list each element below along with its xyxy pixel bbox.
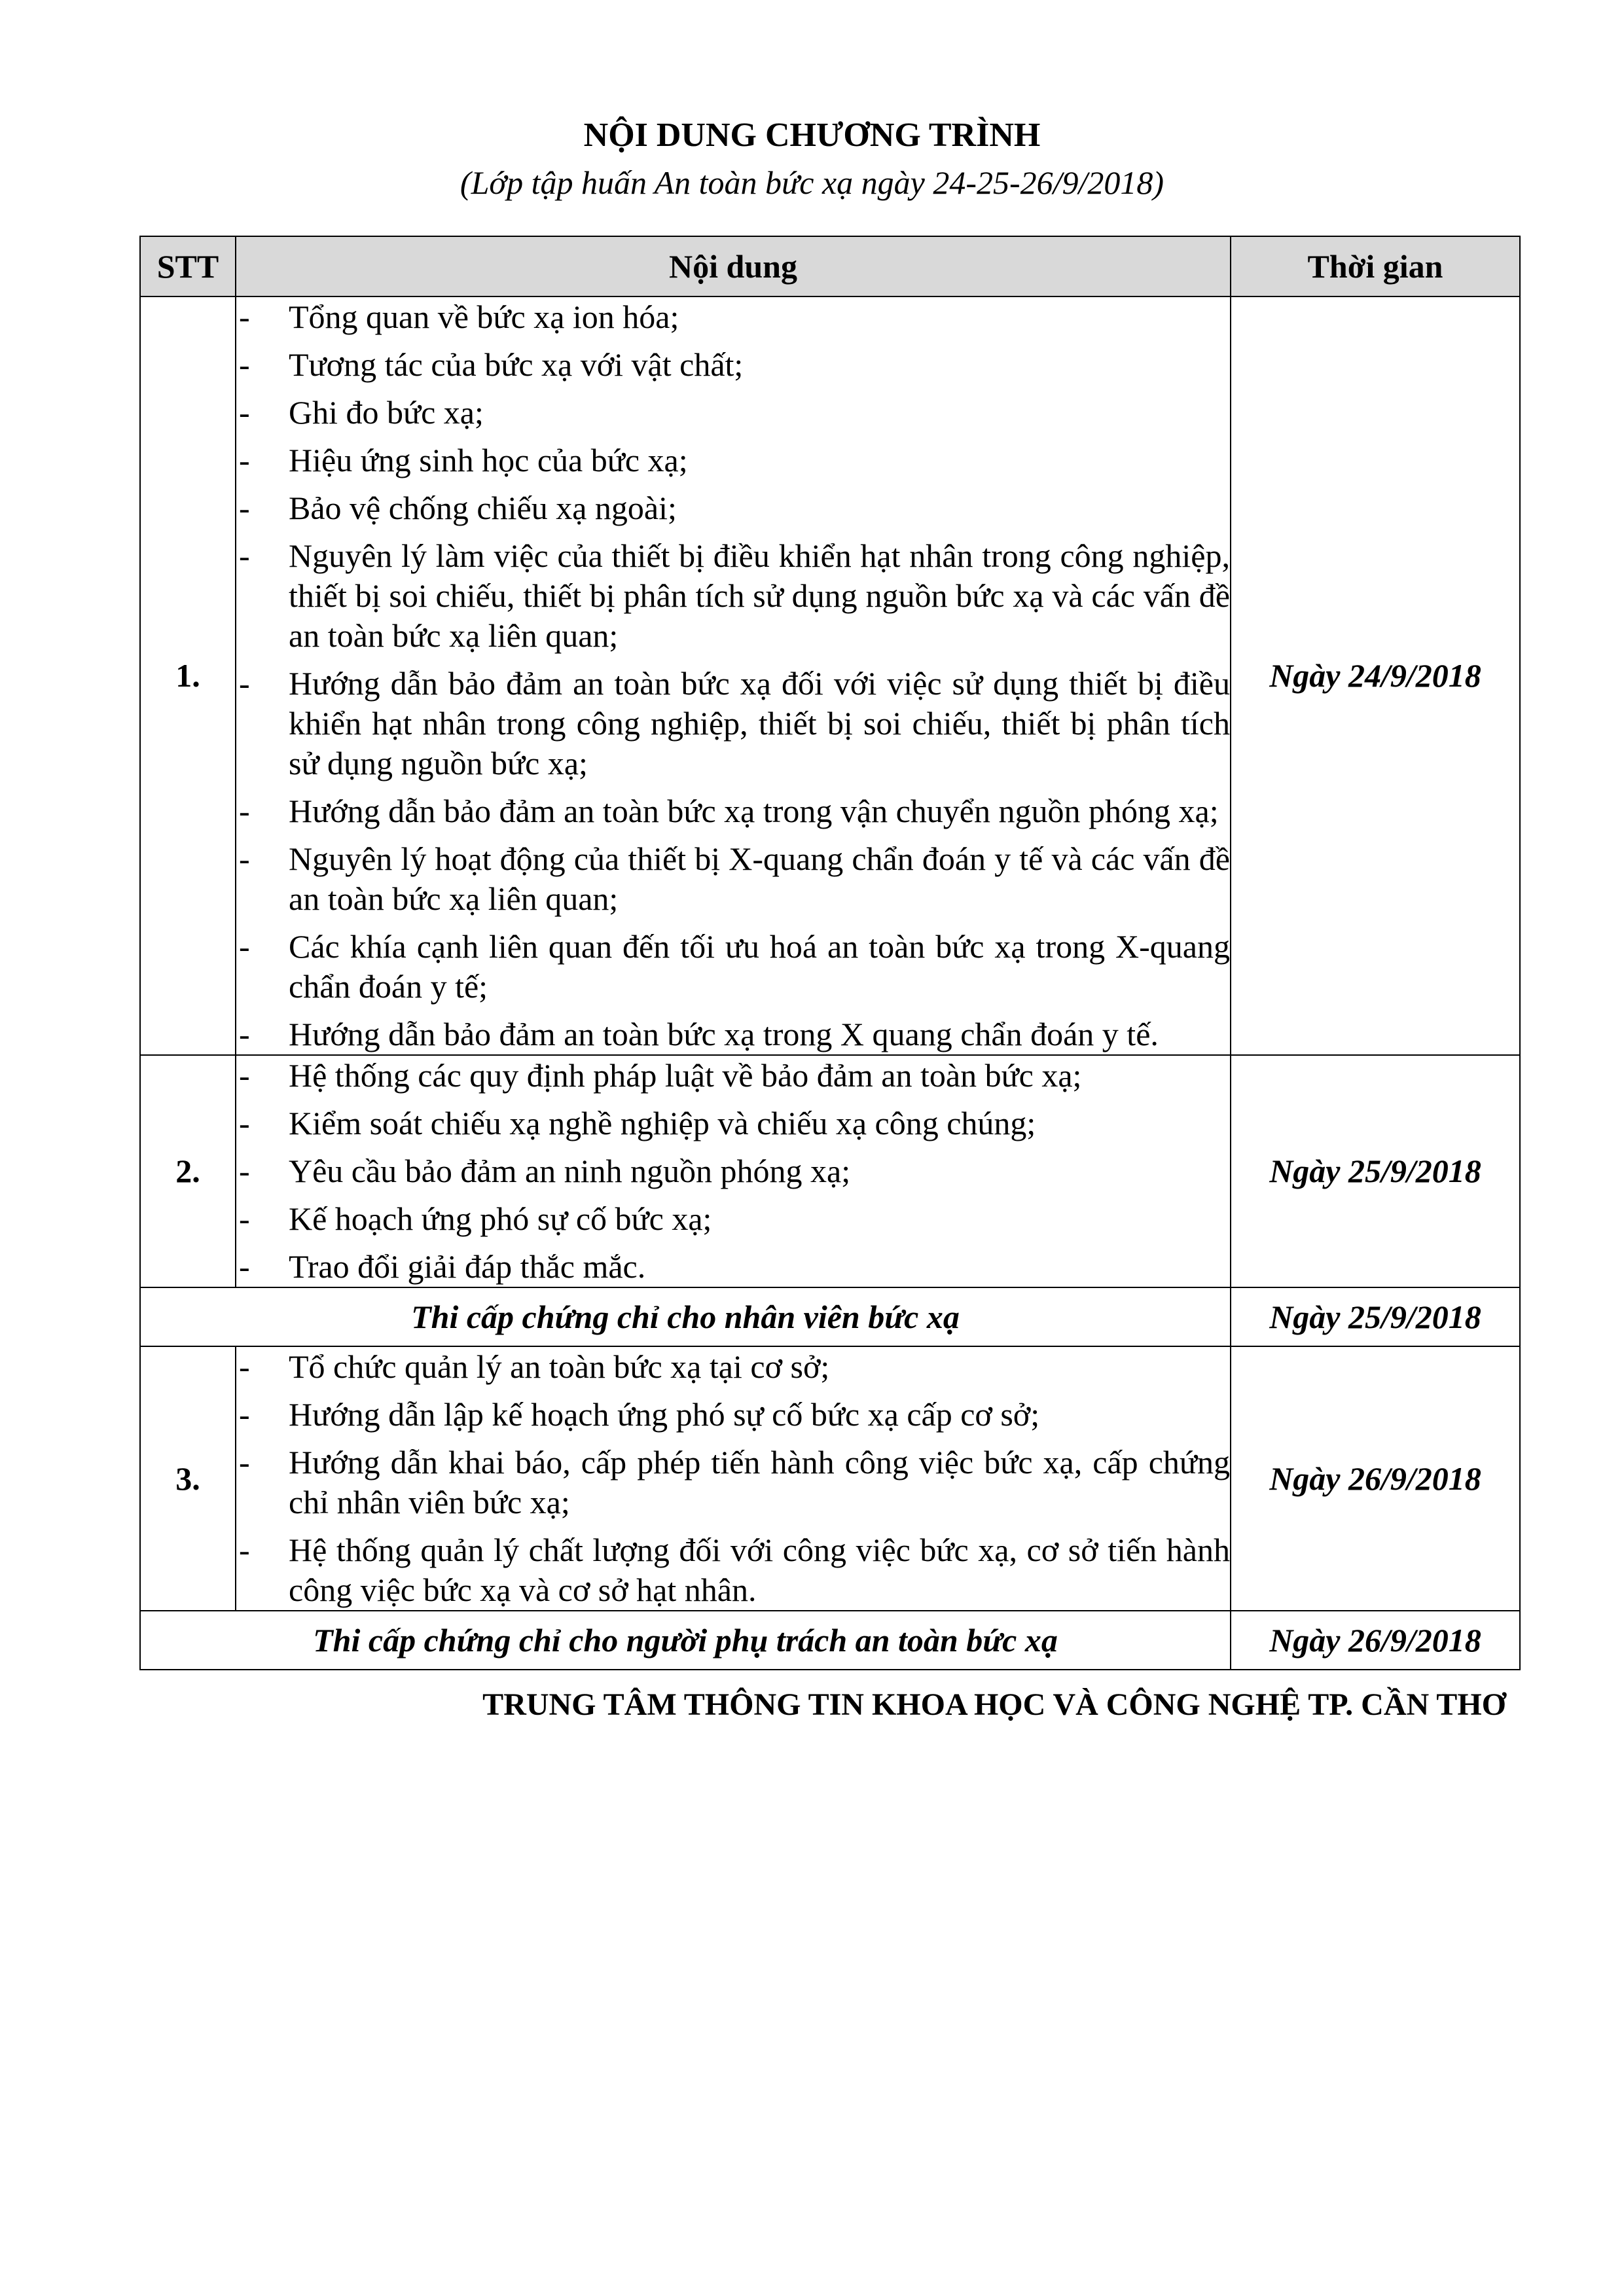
row-content bbox=[236, 1346, 1231, 1611]
exam-date: Ngày 25/9/2018 bbox=[1231, 1287, 1520, 1346]
schedule-table bbox=[139, 236, 1521, 1670]
content-item: - Tổng quan về bức xạ ion hóa; bbox=[236, 297, 1230, 337]
table-row-2 bbox=[140, 1055, 1520, 1287]
content-item: - Hiệu ứng sinh học của bức xạ; bbox=[236, 440, 1230, 480]
row-number: 1. bbox=[140, 296, 236, 1055]
content-item: - Nguyên lý hoạt động của thiết bị X-quang chẩn đoán y tế và các vấn đề an toàn bức xạ liên quan; bbox=[236, 839, 1230, 919]
content-item: - Hệ thống các quy định pháp luật về bảo đảm an toàn bức xạ; bbox=[236, 1056, 1230, 1096]
content-item: - Hệ thống quản lý chất lượng đối với công việc bức xạ, cơ sở tiến hành công việc bức xạ và cơ sở hạt nhân. bbox=[236, 1530, 1230, 1610]
content-item: - Kế hoạch ứng phó sự cố bức xạ; bbox=[236, 1199, 1230, 1239]
table-header-row bbox=[140, 236, 1520, 296]
exam-label: Thi cấp chứng chỉ cho người phụ trách an toàn bức xạ bbox=[140, 1611, 1231, 1670]
row-date: Ngày 26/9/2018 bbox=[1231, 1346, 1520, 1611]
table-row-1 bbox=[140, 296, 1520, 1055]
row-date: Ngày 24/9/2018 bbox=[1231, 296, 1520, 1055]
row-number: 3. bbox=[140, 1346, 236, 1611]
exam-row-1 bbox=[140, 1287, 1520, 1346]
page-title: NỘI DUNG CHƯƠNG TRÌNH bbox=[583, 117, 1041, 154]
content-item: - Hướng dẫn khai báo, cấp phép tiến hành công việc bức xạ, cấp chứng chỉ nhân viên bức xạ; bbox=[236, 1443, 1230, 1522]
page-subtitle: (Lớp tập huấn An toàn bức xạ ngày 24-25-26/9/2018) bbox=[460, 164, 1164, 201]
content-item: - Tương tác của bức xạ với vật chất; bbox=[236, 345, 1230, 385]
content-item: - Yêu cầu bảo đảm an ninh nguồn phóng xạ; bbox=[236, 1151, 1230, 1191]
exam-date: Ngày 26/9/2018 bbox=[1231, 1611, 1520, 1670]
exam-row-2 bbox=[140, 1611, 1520, 1670]
table-row-3 bbox=[140, 1346, 1520, 1611]
content-item: - Hướng dẫn bảo đảm an toàn bức xạ đối với việc sử dụng thiết bị điều khiển hạt nhân trong công nghiệp, thiết bị soi chiếu, thiết bị phân tích sử dụng nguồn bức xạ; bbox=[236, 664, 1230, 783]
header-time: Thời gian bbox=[1231, 236, 1520, 296]
content-item: - Ghi đo bức xạ; bbox=[236, 393, 1230, 433]
row-content bbox=[236, 1055, 1231, 1287]
content-item: - Nguyên lý làm việc của thiết bị điều khiển hạt nhân trong công nghiệp, thiết bị soi chiếu, thiết bị phân tích sử dụng nguồn bức xạ và các vấn đề an toàn bức xạ liên quan; bbox=[236, 536, 1230, 656]
content-item: - Các khía cạnh liên quan đến tối ưu hoá an toàn bức xạ trong X-quang chẩn đoán y tế; bbox=[236, 927, 1230, 1007]
content-item: - Hướng dẫn bảo đảm an toàn bức xạ trong X quang chẩn đoán y tế. bbox=[236, 1014, 1230, 1054]
row-content bbox=[236, 296, 1231, 1055]
content-item: - Tổ chức quản lý an toàn bức xạ tại cơ sở; bbox=[236, 1347, 1230, 1387]
content-item: - Trao đổi giải đáp thắc mắc. bbox=[236, 1247, 1230, 1287]
content-item: - Bảo vệ chống chiếu xạ ngoài; bbox=[236, 488, 1230, 528]
row-number: 2. bbox=[140, 1055, 236, 1287]
content-item: - Hướng dẫn bảo đảm an toàn bức xạ trong vận chuyển nguồn phóng xạ; bbox=[236, 791, 1230, 831]
content-item: - Hướng dẫn lập kế hoạch ứng phó sự cố bức xạ cấp cơ sở; bbox=[236, 1395, 1230, 1435]
row-date: Ngày 25/9/2018 bbox=[1231, 1055, 1520, 1287]
header-stt: STT bbox=[140, 236, 236, 296]
header-content: Nội dung bbox=[236, 236, 1231, 296]
content-item: - Kiểm soát chiếu xạ nghề nghiệp và chiếu xạ công chúng; bbox=[236, 1103, 1230, 1143]
footer-organization: TRUNG TÂM THÔNG TIN KHOA HỌC VÀ CÔNG NGHỆ TP. CẦN THƠ bbox=[482, 1687, 1506, 1722]
exam-label: Thi cấp chứng chỉ cho nhân viên bức xạ bbox=[140, 1287, 1231, 1346]
